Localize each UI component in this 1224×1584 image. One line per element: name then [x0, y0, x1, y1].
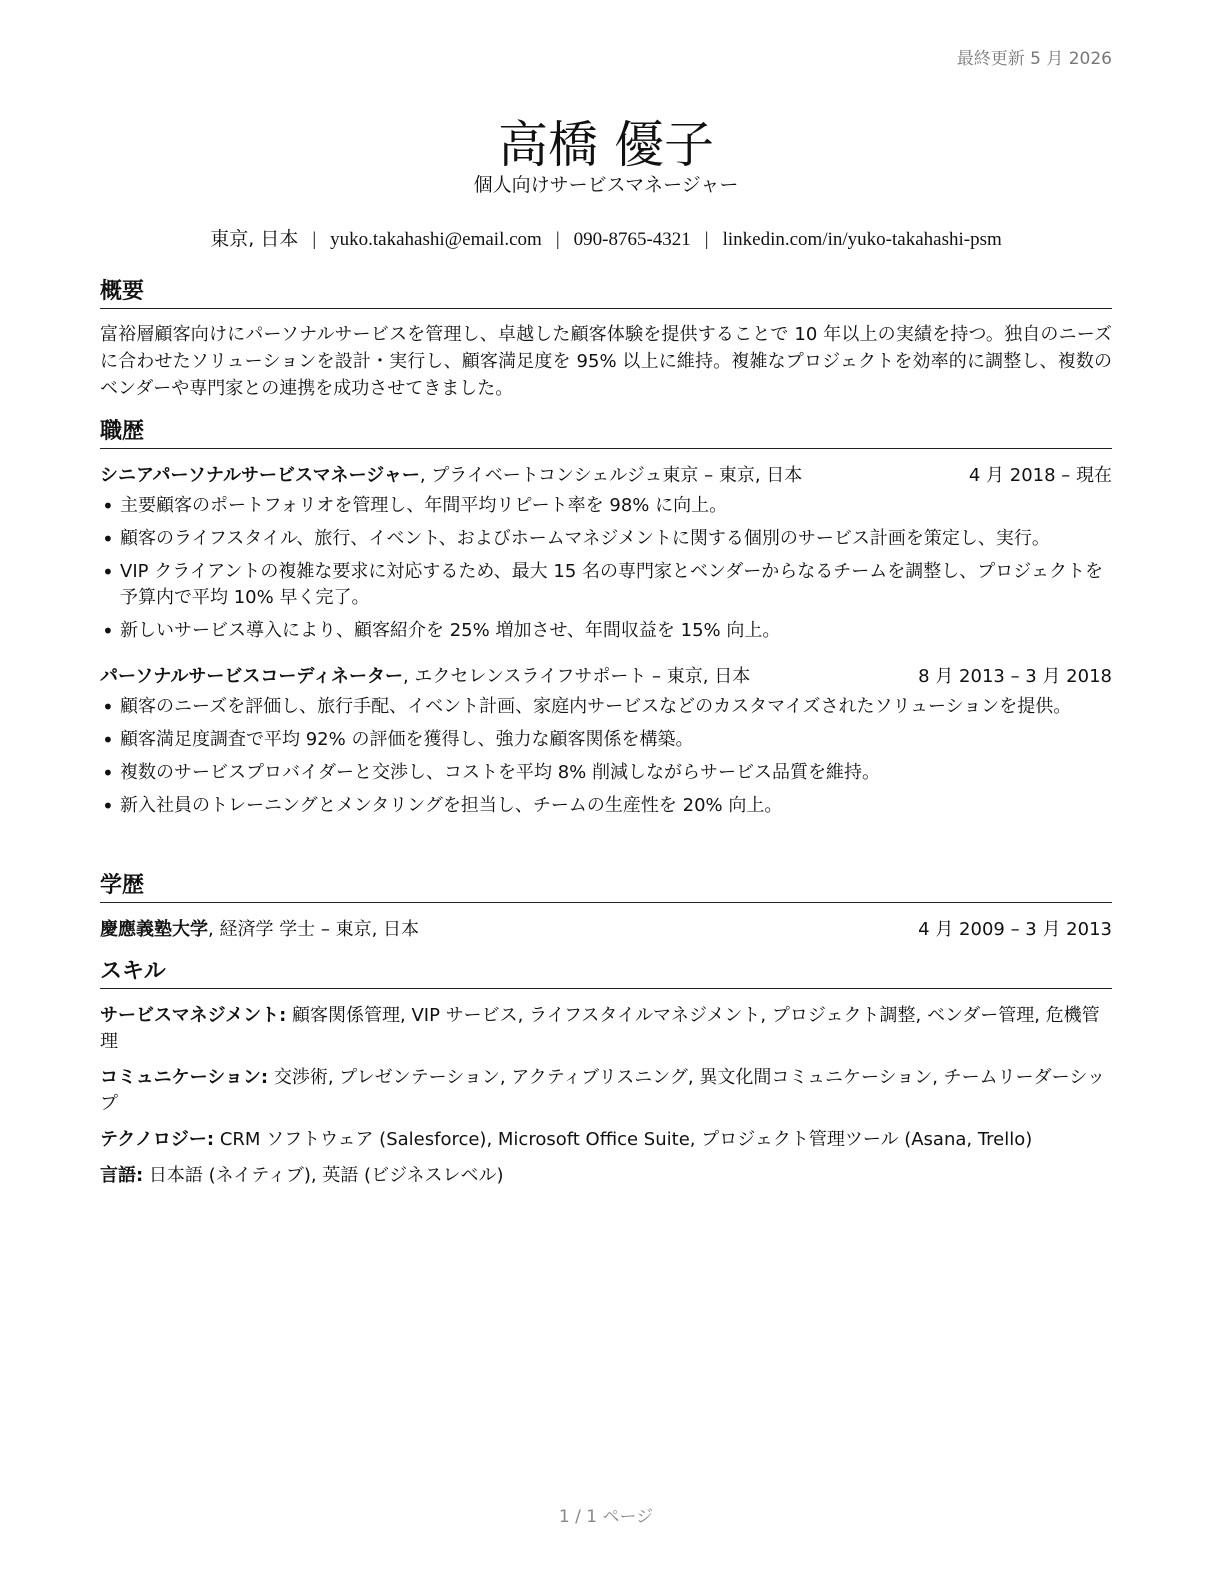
- section-heading-experience: 職歴: [100, 418, 1112, 449]
- page-number: 1 / 1 ページ: [558, 1507, 654, 1527]
- skill-row: [100, 1065, 1112, 1117]
- skills-section: [100, 958, 1112, 1199]
- list-item: • VIP クライアントの複雑な要求に対応するため、最大 15 名の専門家とベンダーからなるチームを調整し、プロジェクトを予算内で平均 10% 早く完了。: [100, 559, 1112, 611]
- job-entry: [100, 463, 1112, 644]
- list-item: • 顧客のニーズを評価し、旅行手配、イベント計画、家庭内サービスなどのカスタマイズされたソリューションを提供。: [100, 694, 1112, 720]
- experience-section: [100, 418, 1112, 826]
- skills-list: [100, 1003, 1112, 1189]
- job-company: , エクセレンスライフサポート – 東京, 日本: [402, 666, 751, 687]
- section-heading-education: 学歴: [100, 872, 1112, 903]
- job-company: , プライベートコンシェルジュ東京 – 東京, 日本: [419, 465, 803, 486]
- skill-value: 交渉術, プレゼンテーション, アクティブリスニング, 異文化間コミュニケーション, チームリーダーシップ: [100, 1067, 1105, 1114]
- skill-label: 言語:: [100, 1165, 144, 1186]
- contact-line: [100, 224, 1112, 251]
- job-header: [100, 664, 1112, 690]
- section-heading-skills: スキル: [100, 958, 1112, 989]
- list-item: • 複数のサービスプロバイダーと交渉し、コストを平均 8% 削減しながらサービス品質を維持。: [100, 760, 1112, 786]
- skill-label: コミュニケーション:: [100, 1067, 269, 1088]
- job-title: 個人向けサービスマネージャー: [473, 174, 739, 196]
- contact-linkedin[interactable]: linkedin.com/in/yuko-takahashi-psm: [722, 229, 1002, 250]
- skill-row: [100, 1003, 1112, 1055]
- job-title: パーソナルサービスコーディネーター: [100, 666, 403, 687]
- resume-page: [100, 0, 1112, 1584]
- summary-section: [100, 278, 1112, 402]
- skill-row: [100, 1127, 1112, 1153]
- separator: |: [312, 229, 317, 250]
- skill-label: サービスマネジメント:: [100, 1005, 287, 1026]
- section-heading-summary: 概要: [100, 278, 1112, 309]
- separator: |: [555, 229, 560, 250]
- skill-value: 日本語 (ネイティブ), 英語 (ビジネスレベル): [143, 1165, 504, 1186]
- list-item: • 新しいサービス導入により、顧客紹介を 25% 増加させ、年間収益を 15% 向上。: [100, 618, 1112, 644]
- contact-location: 東京, 日本: [210, 228, 299, 250]
- list-item: • 新入社員のトレーニングとメンタリングを担当し、チームの生産性を 20% 向上。: [100, 793, 1112, 819]
- education-section: [100, 872, 1112, 943]
- school-name: 慶應義塾大学: [100, 919, 208, 940]
- education-dates: 4 月 2009 – 3 月 2013: [918, 919, 1112, 940]
- job-dates: 8 月 2013 – 3 月 2018: [918, 666, 1112, 687]
- candidate-name: 高橋 優子: [498, 115, 714, 174]
- skill-value: 顧客関係管理, VIP サービス, ライフスタイルマネジメント, プロジェクト調整, ベンダー管理, 危機管理: [100, 1005, 1100, 1052]
- skill-label: テクノロジー:: [100, 1129, 215, 1150]
- contact-email[interactable]: yuko.takahashi@email.com: [330, 229, 542, 250]
- degree: , 経済学 学士 – 東京, 日本: [208, 919, 420, 940]
- list-item: • 主要顧客のポートフォリオを管理し、年間平均リピート率を 98% に向上。: [100, 493, 1112, 519]
- job-dates: 4 月 2018 – 現在: [968, 465, 1112, 486]
- skill-value: CRM ソフトウェア (Salesforce), Microsoft Office Suite, プロジェクト管理ツール (Asana, Trello): [214, 1129, 1033, 1150]
- separator: |: [704, 229, 709, 250]
- job-title: シニアパーソナルサービスマネージャー: [100, 465, 420, 486]
- job-bullets: [100, 493, 1112, 644]
- job-bullets: [100, 694, 1112, 819]
- contact-phone[interactable]: 090-8765-4321: [573, 229, 691, 250]
- list-item: • 顧客のライフスタイル、旅行、イベント、およびホームマネジメントに関する個別のサービス計画を策定し、実行。: [100, 526, 1112, 552]
- skill-row: [100, 1163, 1112, 1189]
- summary-text: 富裕層顧客向けにパーソナルサービスを管理し、卓越した顧客体験を提供することで 10 年以上の実績を持つ。独自のニーズに合わせたソリューションを設計・実行し、顧客満足度を 95% 以上に維持。複雑なプロジェクトを効率的に調整し、複数のベンダーや専門家との連携を成功させてきました。: [100, 324, 1112, 399]
- job-header: [100, 463, 1112, 489]
- list-item: • 顧客満足度調査で平均 92% の評価を獲得し、強力な顧客関係を構築。: [100, 727, 1112, 753]
- job-entry: [100, 664, 1112, 819]
- last-updated: 最終更新 5 月 2026: [956, 49, 1112, 69]
- education-entry: [100, 917, 1112, 943]
